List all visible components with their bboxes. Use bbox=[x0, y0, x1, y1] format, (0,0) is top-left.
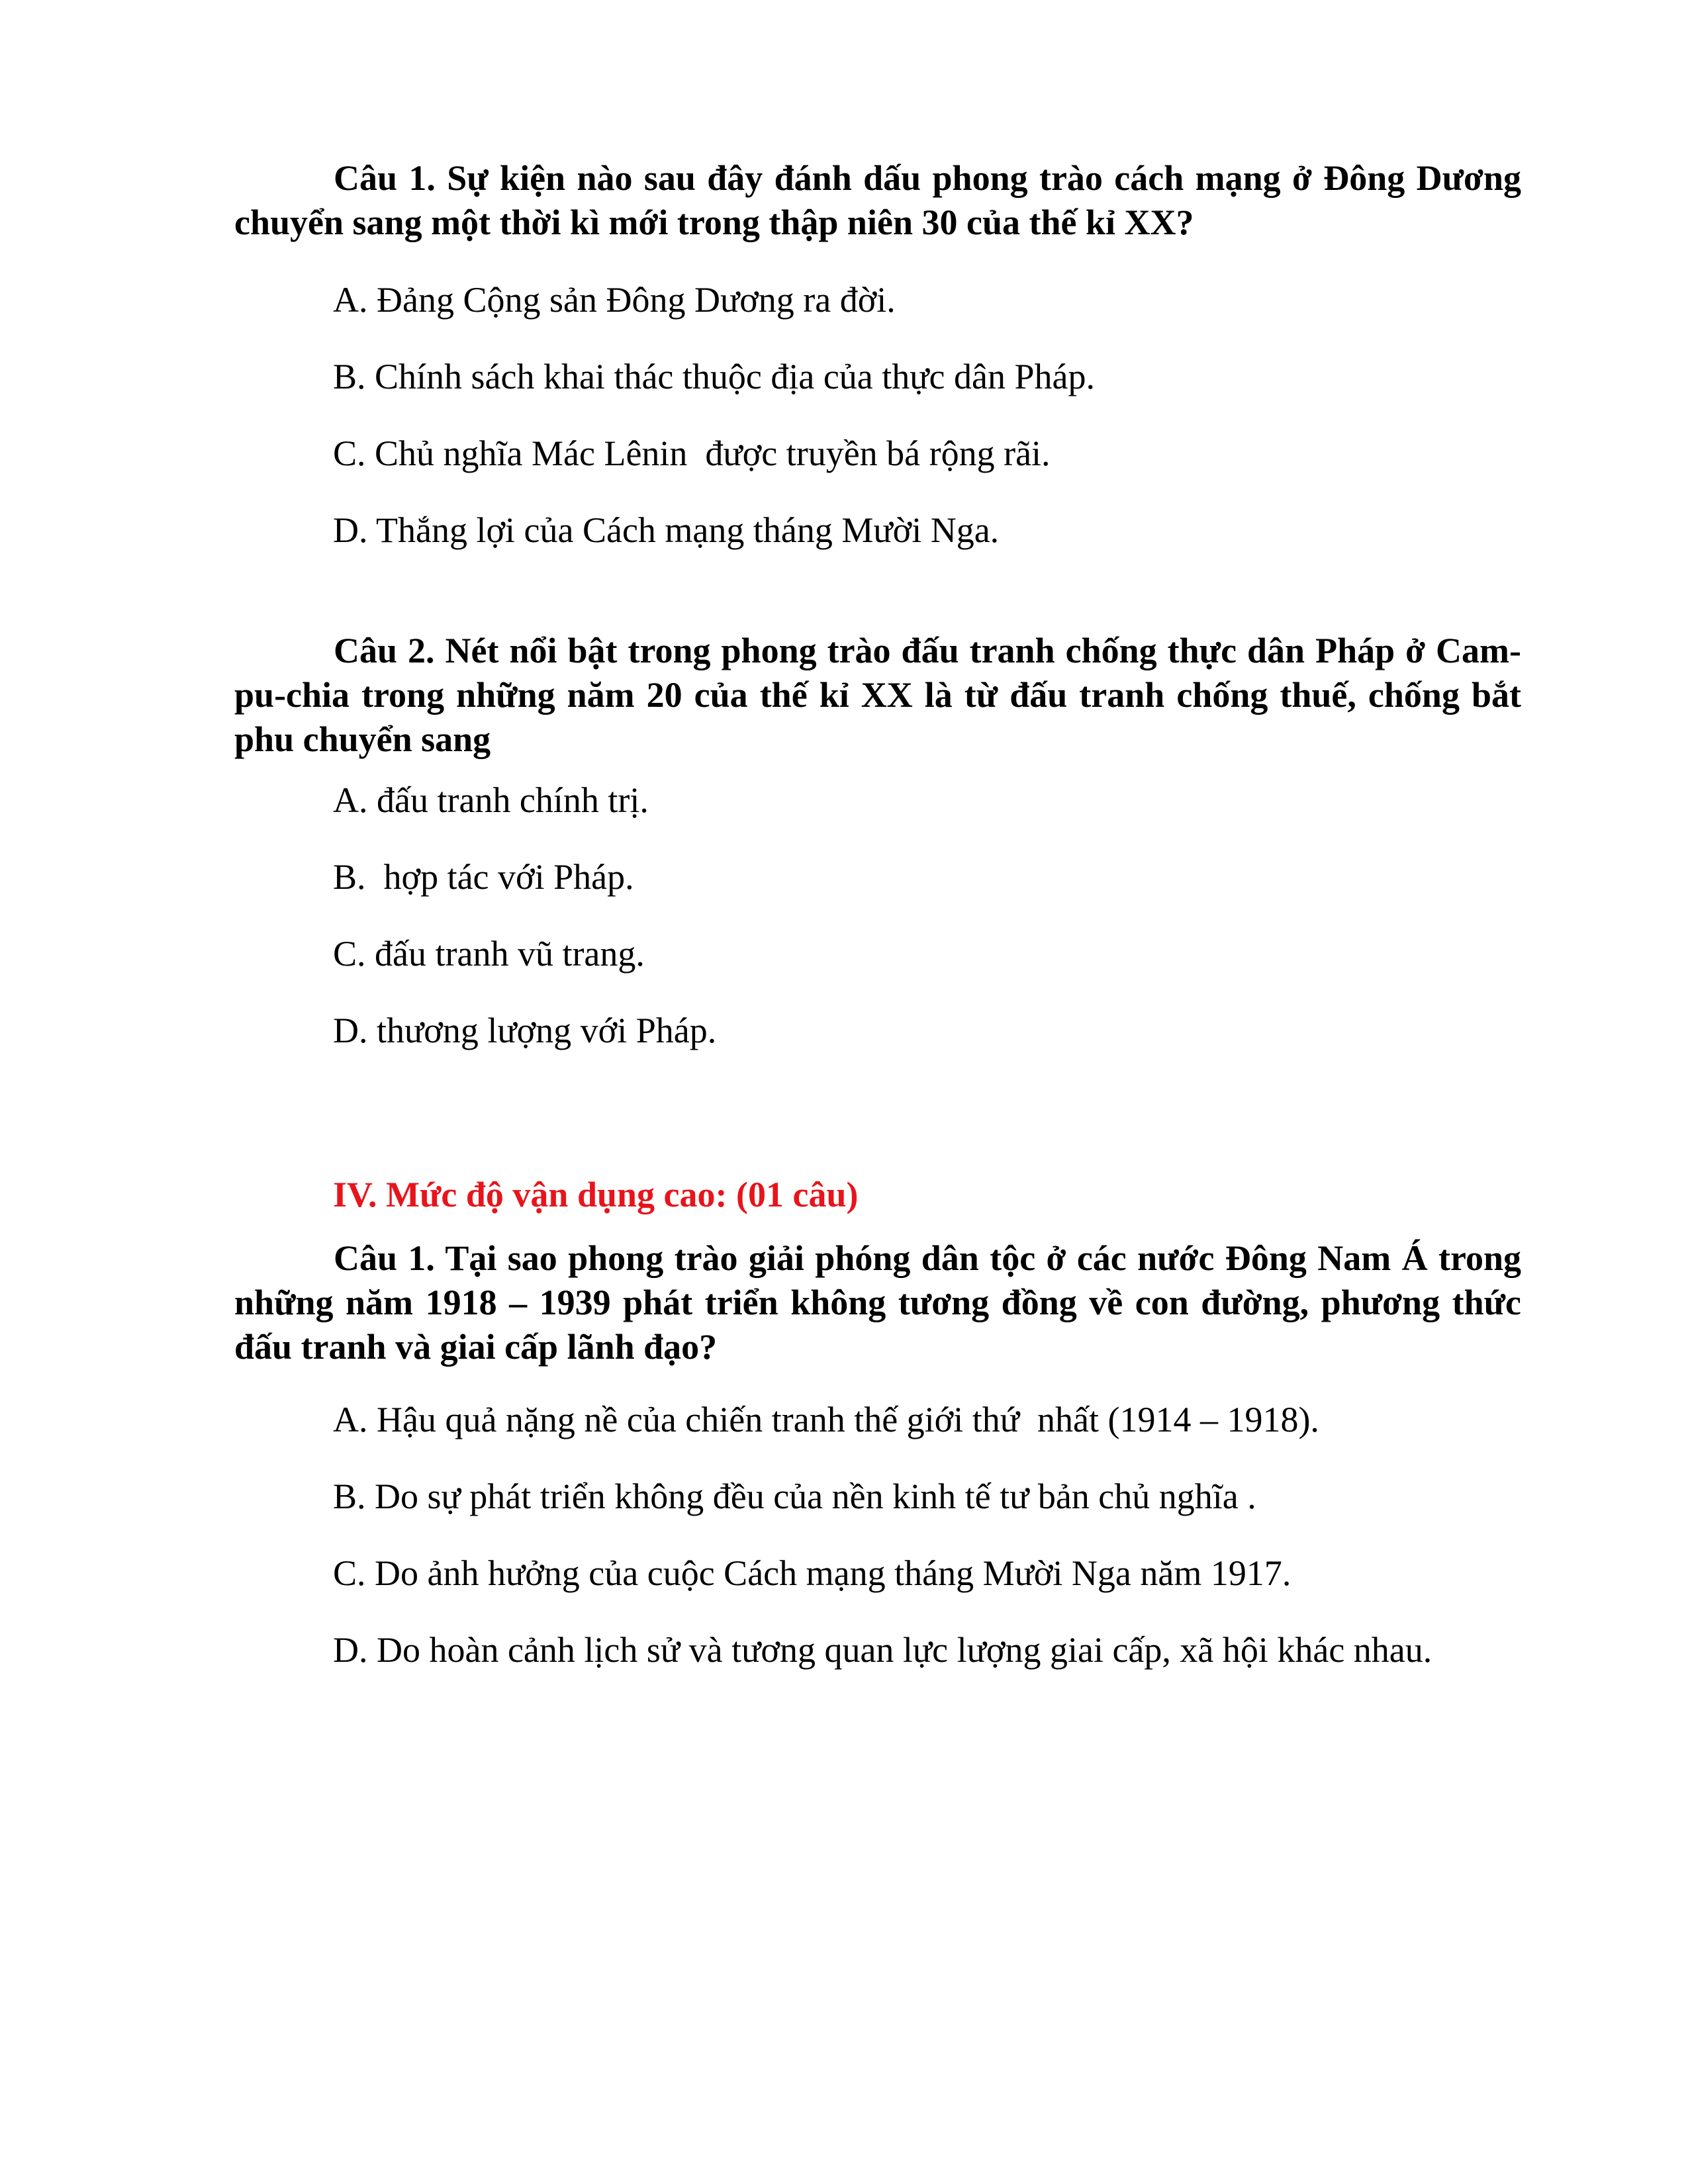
question-1-option-a: A. Đảng Cộng sản Đông Dương ra đời. bbox=[333, 280, 896, 320]
section-question-1-stem: Câu 1. Tại sao phong trào giải phóng dân tộc ở các nước Đông Nam Á trong những năm 1918 – 1939 phát triển không tương đồng về con đường, phương thức đấu tranh và giai cấp lãnh đạo? bbox=[234, 1238, 1521, 1367]
section-question-1-option-d: D. Do hoàn cảnh lịch sử và tương quan lực lượng giai cấp, xã hội khác nhau. bbox=[333, 1630, 1432, 1670]
section-question-1-option-c: C. Do ảnh hưởng của cuộc Cách mạng tháng Mười Nga năm 1917. bbox=[333, 1553, 1291, 1593]
question-2-stem: Câu 2. Nét nổi bật trong phong trào đấu tranh chống thực dân Pháp ở Cam-pu-chia trong những năm 20 của thế kỉ XX là từ đấu tranh chống thuế, chống bắt phu chuyển sang bbox=[234, 631, 1521, 759]
question-1-stem: Câu 1. Sự kiện nào sau đây đánh dấu phong trào cách mạng ở Đông Dương chuyển sang một thời kì mới trong thập niên 30 của thế kỉ XX? bbox=[234, 158, 1521, 242]
question-1-option-d: D. Thắng lợi của Cách mạng tháng Mười Nga. bbox=[333, 510, 1000, 550]
question-2-option-d: D. thương lượng với Pháp. bbox=[333, 1011, 717, 1050]
question-2-option-b: B. hợp tác với Pháp. bbox=[333, 857, 634, 897]
section-question-1-option-b: B. Do sự phát triển không đều của nền kinh tế tư bản chủ nghĩa . bbox=[333, 1477, 1256, 1516]
section-question-1-option-a: A. Hậu quả nặng nề của chiến tranh thế giới thứ nhất (1914 – 1918). bbox=[333, 1400, 1319, 1439]
question-2-option-c: C. đấu tranh vũ trang. bbox=[333, 934, 645, 974]
section-title: IV. Mức độ vận dụng cao: (01 câu) bbox=[333, 1175, 859, 1214]
question-1-option-c: C. Chủ nghĩa Mác Lênin được truyền bá rộng rãi. bbox=[333, 433, 1051, 473]
question-2-option-a: A. đấu tranh chính trị. bbox=[333, 780, 649, 820]
question-1-option-b: B. Chính sách khai thác thuộc địa của thực dân Pháp. bbox=[333, 357, 1095, 396]
